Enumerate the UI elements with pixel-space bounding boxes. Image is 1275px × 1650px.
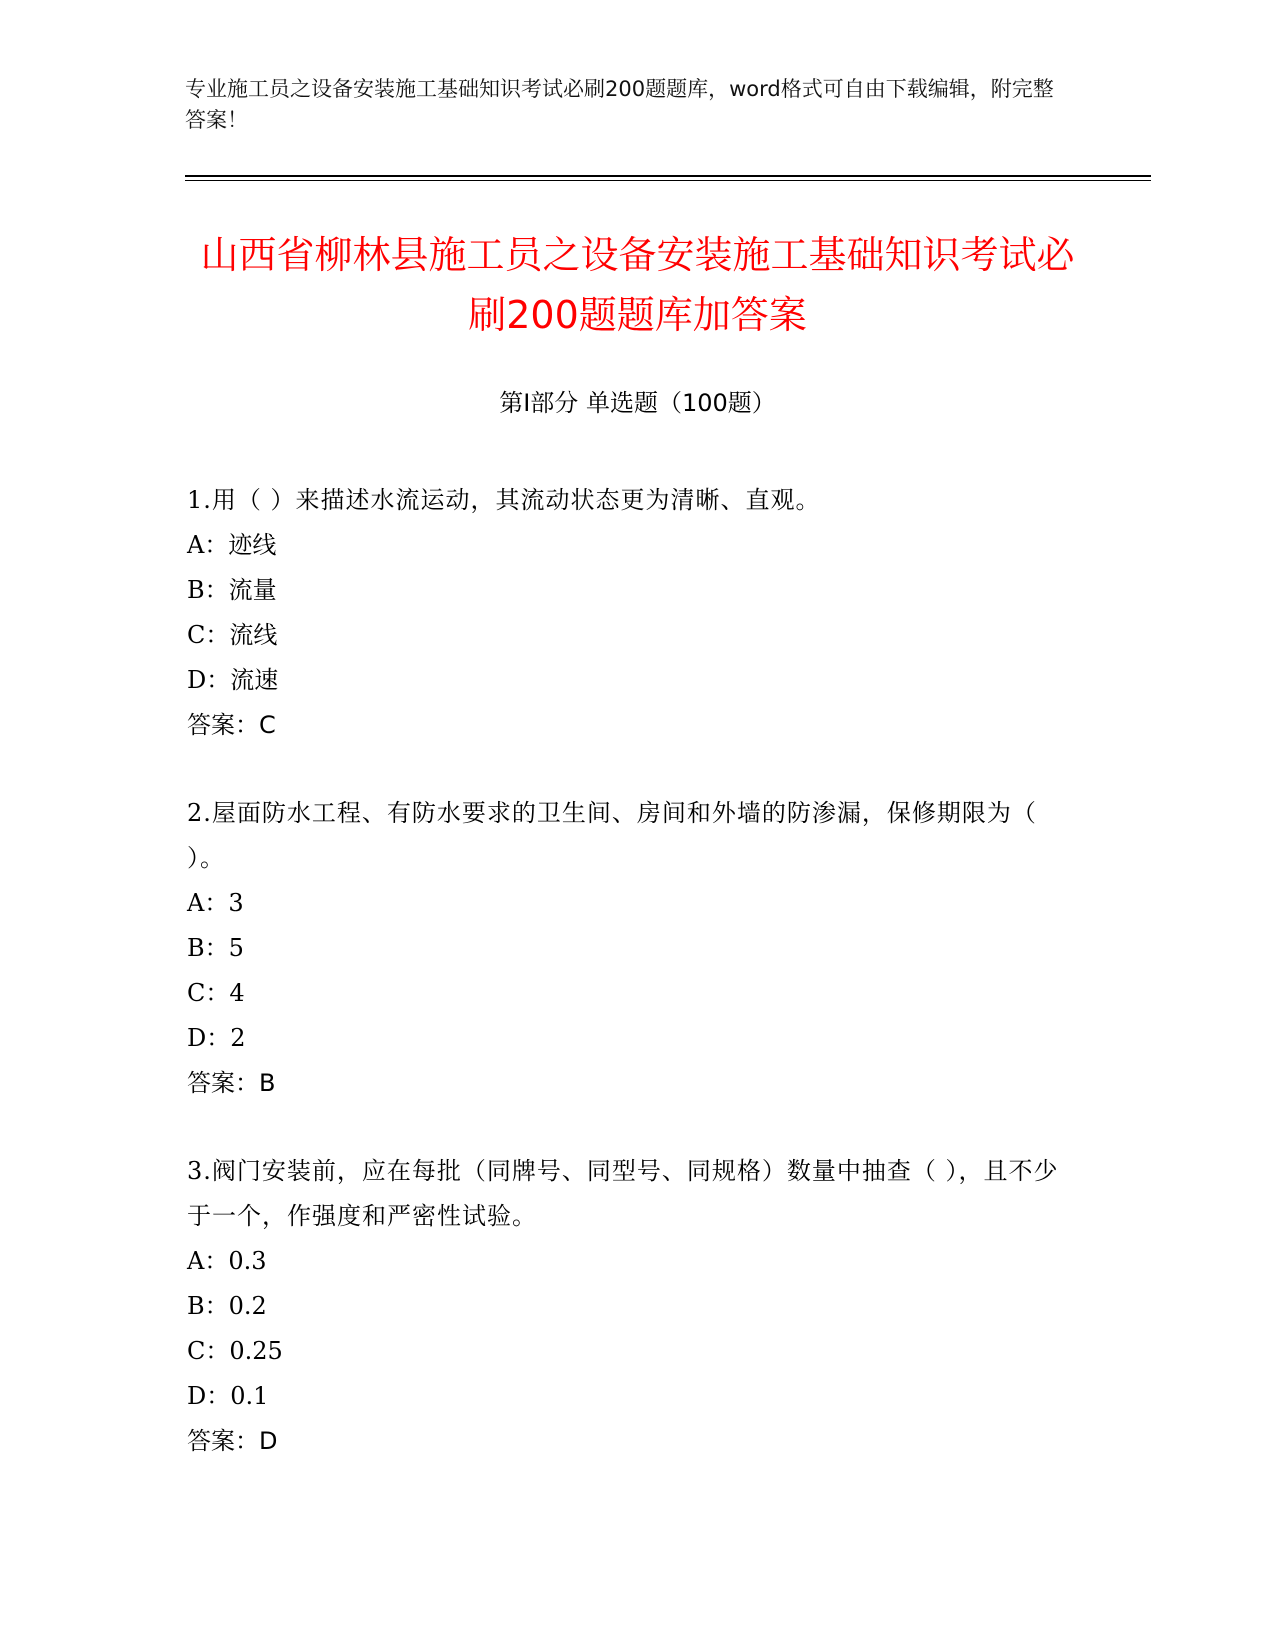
question-list [187, 478, 1067, 1464]
header-divider-thick [185, 175, 1151, 177]
question-1 [187, 478, 1067, 748]
question-stem: 2.屋面防水工程、有防水要求的卫生间、房间和外墙的防渗漏，保修期限为（ ）。 [187, 799, 1037, 872]
answer-line: 答案：C [187, 711, 276, 739]
question-3 [187, 1149, 1067, 1464]
option-c: C：4 [187, 979, 245, 1007]
option-a: A：迹线 [187, 531, 277, 559]
answer-line: 答案：B [187, 1069, 276, 1097]
answer-line: 答案：D [187, 1427, 278, 1455]
option-b: B：0.2 [187, 1292, 267, 1320]
option-b: B：流量 [187, 576, 277, 604]
question-stem: 3.阀门安装前，应在每批（同牌号、同型号、同规格）数量中抽查（ ），且不少于一个，作强度和严密性试验。 [187, 1157, 1059, 1230]
option-a: A：3 [187, 889, 244, 917]
header-note: 专业施工员之设备安装施工基础知识考试必刷200题题库，word格式可自由下载编辑，附完整答案！ [185, 77, 1054, 132]
option-a: A：0.3 [187, 1247, 267, 1275]
option-d: D：2 [187, 1024, 246, 1052]
header-divider-thin [185, 180, 1151, 181]
option-c: C：流线 [187, 621, 278, 649]
option-c: C：0.25 [187, 1337, 283, 1365]
option-d: D：流速 [187, 666, 279, 694]
option-d: D：0.1 [187, 1382, 269, 1410]
document-title: 山西省柳林县施工员之设备安装施工基础知识考试必刷200题题库加答案 [200, 233, 1075, 337]
question-2 [187, 791, 1067, 1106]
option-b: B：5 [187, 934, 244, 962]
question-stem: 1.用（ ）来描述水流运动，其流动状态更为清晰、直观。 [187, 486, 821, 514]
section-heading: 第Ⅰ部分 单选题（100题） [499, 389, 776, 417]
